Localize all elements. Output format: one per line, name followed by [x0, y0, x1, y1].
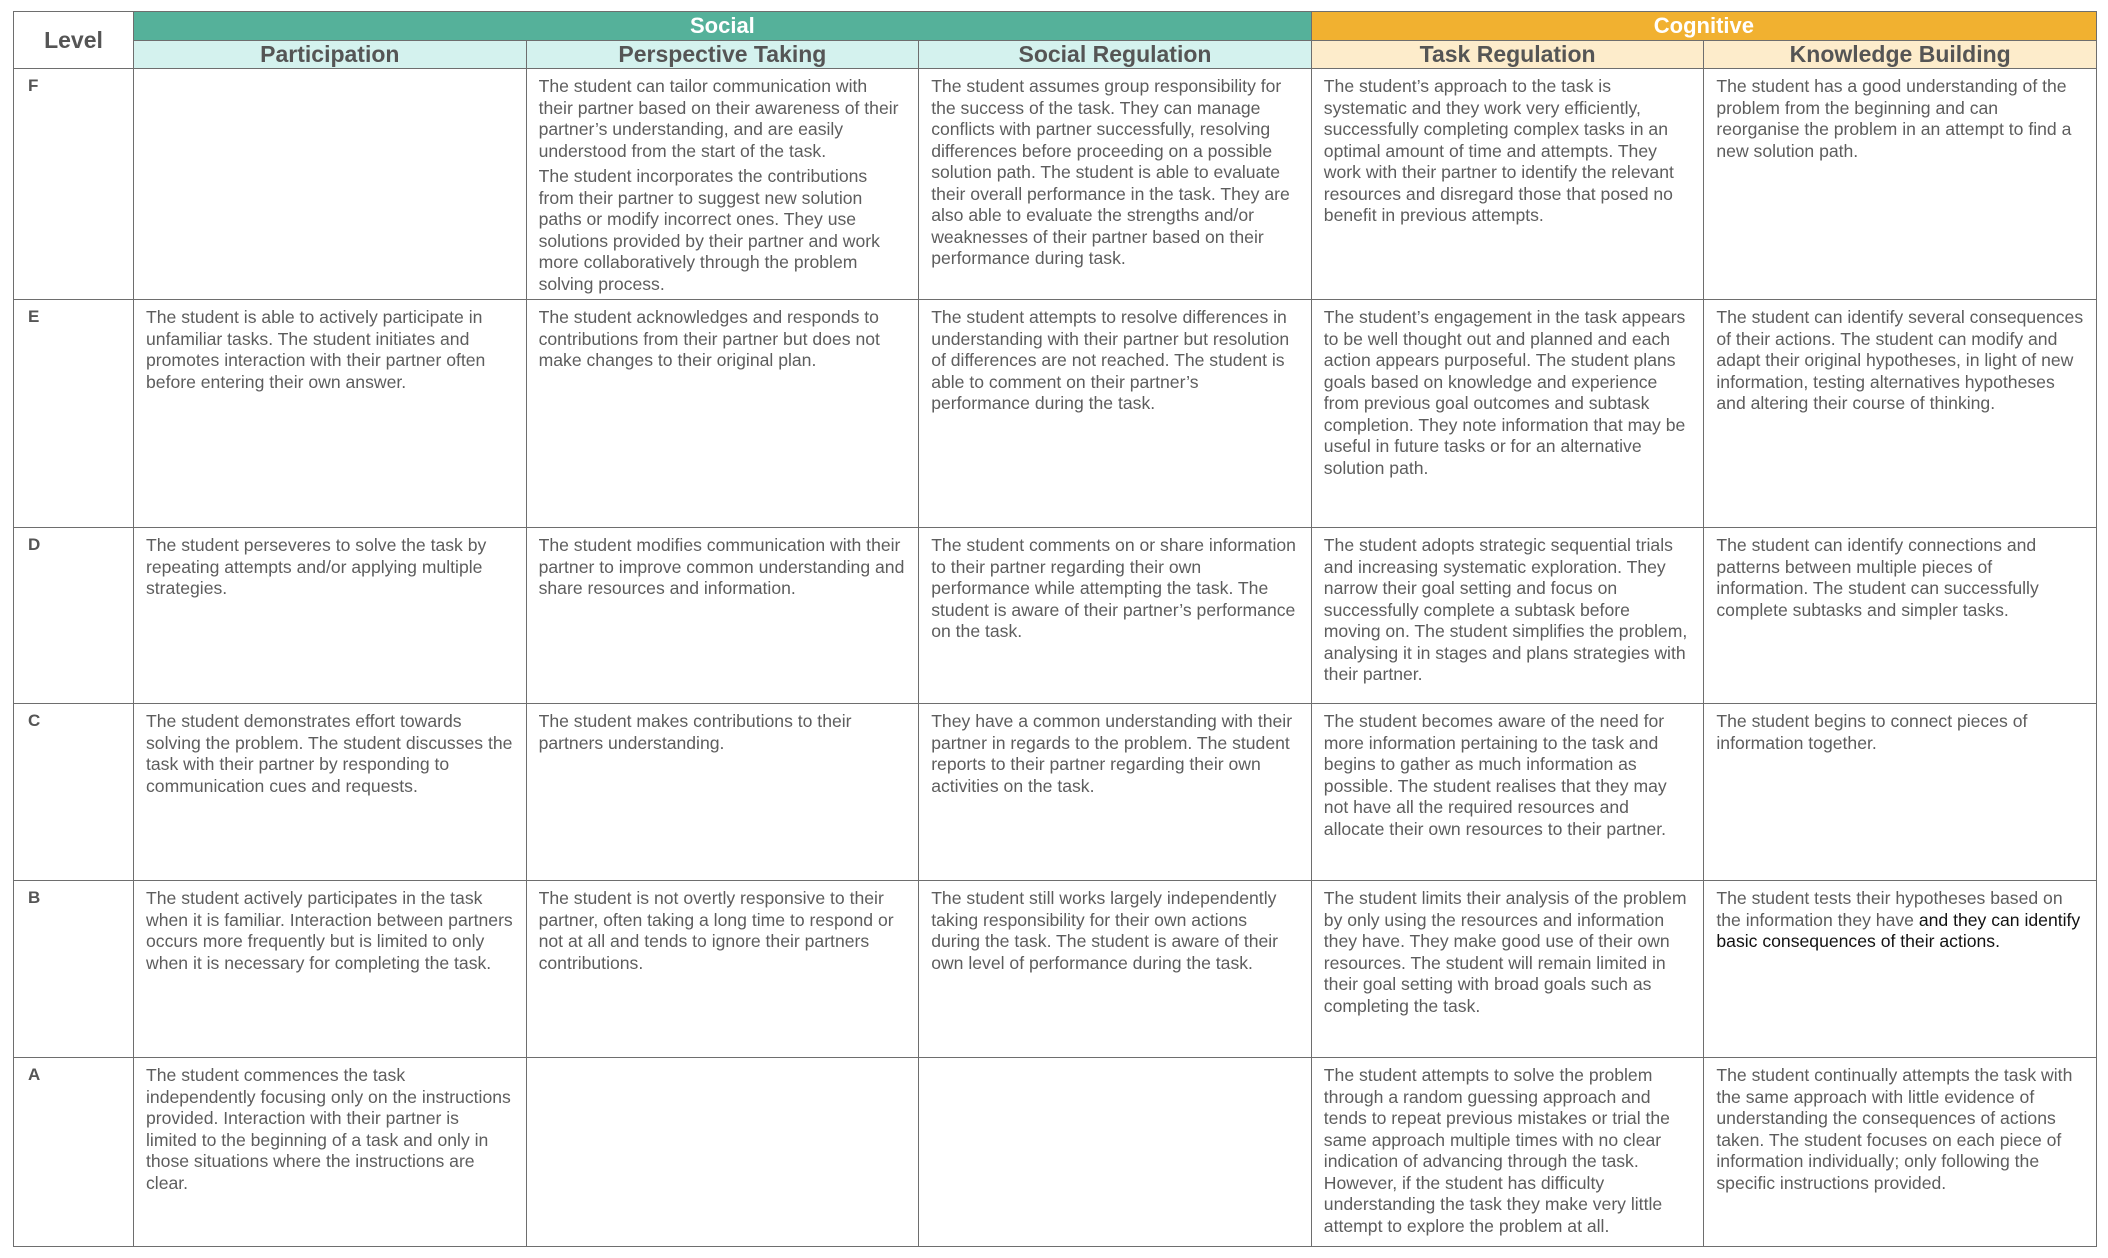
table-row-level-f	[14, 69, 2097, 300]
level-label: A	[14, 1058, 134, 1247]
perspective-taking-cell: The student acknowledges and responds to contributions from their partner but does not make changes to their original plan.	[526, 300, 919, 528]
perspective-taking-cell	[526, 1058, 919, 1247]
participation-cell: The student commences the task independently focusing only on the instructions provided. Interaction with their partner is limited to the beginning of a task and only in those situations where the instructions are clear.	[134, 1058, 527, 1247]
perspective-taking-header: Perspective Taking	[526, 40, 919, 69]
task-regulation-cell: The student becomes aware of the need for more information pertaining to the task and begins to gather as much information as possible. The student realises that they may not have all the required resources and allocate their own resources to their partner.	[1311, 704, 1704, 881]
table-row-level-b	[14, 881, 2097, 1058]
participation-cell: The student perseveres to solve the task by repeating attempts and/or applying multiple strategies.	[134, 528, 527, 704]
table-row-level-c	[14, 704, 2097, 881]
participation-cell: The student is able to actively participate in unfamiliar tasks. The student initiates and promotes interaction with their partner often before entering their own answer.	[134, 300, 527, 528]
knowledge-building-cell: The student can identify connections and patterns between multiple pieces of information. The student can successfully complete subtasks and simpler tasks.	[1704, 528, 2097, 704]
level-label: B	[14, 881, 134, 1058]
table-row-level-e	[14, 300, 2097, 528]
cognitive-group-header: Cognitive	[1311, 12, 2096, 41]
task-regulation-cell: The student attempts to solve the problem through a random guessing approach and tends to repeat previous mistakes or trial the same approach multiple times with no clear indication of advancing through the task. However, if the student has difficulty understanding the task they make very little attempt to explore the problem at all.	[1311, 1058, 1704, 1247]
task-regulation-header: Task Regulation	[1311, 40, 1704, 69]
social-regulation-cell: The student attempts to resolve differences in understanding with their partner but resolution of differences are not reached. The student is able to comment on their partner’s performance during the task.	[919, 300, 1312, 528]
column-header-row	[14, 40, 2097, 69]
level-label: F	[14, 69, 134, 300]
perspective-taking-paragraph: The student incorporates the contributions from their partner to suggest new solution paths or modify incorrect ones. They use solutions provided by their partner and work more collaboratively through the problem solving process.	[538, 166, 880, 294]
social-group-header: Social	[134, 12, 1312, 41]
task-regulation-cell: The student’s approach to the task is systematic and they work very efficiently, successfully completing complex tasks in an optimal amount of time and attempts. They work with their partner to identify the relevant resources and disregard those that posed no benefit in previous attempts.	[1311, 69, 1704, 300]
task-regulation-cell: The student limits their analysis of the problem by only using the resources and information they have. They make good use of their own resources. The student will remain limited in their goal setting with broad goals such as completing the task.	[1311, 881, 1704, 1058]
perspective-taking-cell: The student is not overtly responsive to their partner, often taking a long time to respond or not at all and tends to ignore their partners contributions.	[526, 881, 919, 1058]
knowledge-building-text: The student tests their hypotheses based on the information they have	[1716, 888, 2063, 930]
knowledge-building-cell: The student can identify several consequences of their actions. The student can modify and adapt their original hypotheses, in light of new information, testing alternatives hypotheses and altering their course of thinking.	[1704, 300, 2097, 528]
table-row-level-d	[14, 528, 2097, 704]
social-regulation-cell: The student comments on or share information to their partner regarding their own performance while attempting the task. The student is aware of their partner’s performance on the task.	[919, 528, 1312, 704]
group-header-row	[14, 12, 2097, 41]
participation-header: Participation	[134, 40, 527, 69]
participation-cell	[134, 69, 527, 300]
perspective-taking-cell	[526, 69, 919, 300]
knowledge-building-cell: The student begins to connect pieces of information together.	[1704, 704, 2097, 881]
perspective-taking-cell: The student modifies communication with their partner to improve common understanding and share resources and information.	[526, 528, 919, 704]
social-regulation-cell: They have a common understanding with their partner in regards to the problem. The student reports to their partner regarding their own activities on the task.	[919, 704, 1312, 881]
level-header: Level	[14, 12, 134, 69]
rubric-table-wrapper	[13, 11, 2097, 1247]
level-label: C	[14, 704, 134, 881]
social-regulation-header: Social Regulation	[919, 40, 1312, 69]
task-regulation-cell: The student adopts strategic sequential trials and increasing systematic exploration. They narrow their goal setting and focus on successfully complete a subtask before moving on. The student simplifies the problem, analysing it in stages and plans strategies with their partner.	[1311, 528, 1704, 704]
rubric-table	[13, 11, 2097, 1247]
task-regulation-cell: The student’s engagement in the task appears to be well thought out and planned and each action appears purposeful. The student plans goals based on knowledge and experience from previous goal outcomes and subtask completion. They note information that may be useful in future tasks or for an alternative solution path.	[1311, 300, 1704, 528]
knowledge-building-text-dark: and they can identify basic consequences of their actions.	[1716, 909, 2081, 951]
table-row-level-a	[14, 1058, 2097, 1247]
perspective-taking-paragraph: The student can tailor communication with their partner based on their awareness of their partner’s understanding, and are easily understood from the start of the task.	[538, 76, 899, 161]
social-regulation-cell: The student still works largely independently taking responsibility for their own actions during the task. The student is aware of their own level of performance during the task.	[919, 881, 1312, 1058]
level-label: D	[14, 528, 134, 704]
level-label: E	[14, 300, 134, 528]
social-regulation-cell: The student assumes group responsibility for the success of the task. They can manage conflicts with partner successfully, resolving differences before proceeding on a possible solution path. The student is able to evaluate their overall performance in the task. They are also able to evaluate the strengths and/or weaknesses of their partner based on their performance during task.	[919, 69, 1312, 300]
knowledge-building-cell	[1704, 881, 2097, 1058]
perspective-taking-cell: The student makes contributions to their partners understanding.	[526, 704, 919, 881]
knowledge-building-header: Knowledge Building	[1704, 40, 2097, 69]
participation-cell: The student actively participates in the task when it is familiar. Interaction between partners occurs more frequently but is limited to only when it is necessary for completing the task.	[134, 881, 527, 1058]
knowledge-building-cell: The student has a good understanding of the problem from the beginning and can reorganise the problem in an attempt to find a new solution path.	[1704, 69, 2097, 300]
social-regulation-cell	[919, 1058, 1312, 1247]
knowledge-building-cell: The student continually attempts the task with the same approach with little evidence of understanding the consequences of actions taken. The student focuses on each piece of information individually; only following the specific instructions provided.	[1704, 1058, 2097, 1247]
participation-cell: The student demonstrates effort towards solving the problem. The student discusses the task with their partner by responding to communication cues and requests.	[134, 704, 527, 881]
